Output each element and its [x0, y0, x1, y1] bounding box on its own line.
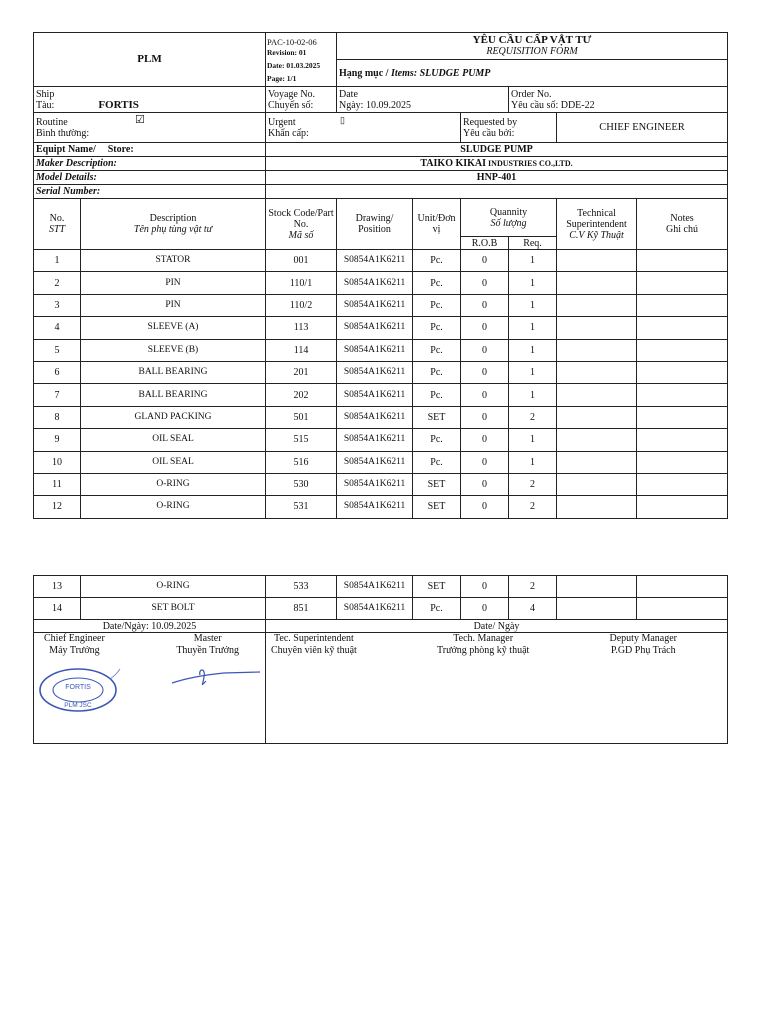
requisition-table-continued [33, 575, 728, 744]
serial-value [266, 185, 728, 199]
row-drawing: S0854A1K6211 [337, 473, 413, 495]
row-stock-code: 516 [266, 451, 337, 473]
row-req: 1 [509, 339, 557, 361]
requisition-table [33, 32, 728, 519]
row-drawing: S0854A1K6211 [337, 317, 413, 339]
equipt-value: SLUDGE PUMP [266, 143, 728, 157]
row-unit: Pc. [413, 361, 461, 383]
row-description: O-RING [81, 496, 266, 518]
row-technical [557, 406, 637, 428]
col-notes [637, 199, 728, 250]
deputy-manager-en: Deputy Manager [609, 633, 677, 644]
table-row [34, 451, 728, 473]
row-no: 2 [34, 272, 81, 294]
row-req: 2 [509, 473, 557, 495]
row-req: 2 [509, 576, 557, 598]
row-req: 1 [509, 429, 557, 451]
table-row [34, 473, 728, 495]
col-tech-1: Technical [577, 207, 616, 219]
table-row [34, 294, 728, 316]
maker-label: Maker Description: [34, 157, 266, 171]
row-rob: 0 [461, 429, 509, 451]
items-prefix: Hạng mục / [339, 67, 391, 79]
voyage-cell [266, 87, 337, 113]
row-description: O-RING [81, 576, 266, 598]
chief-engineer-block [44, 633, 105, 657]
row-notes [637, 473, 728, 495]
row-req: 2 [509, 496, 557, 518]
doc-code: PAC-10-02-06 [267, 36, 317, 47]
row-description: SET BOLT [81, 598, 266, 620]
col-desc-en: Description [149, 213, 197, 224]
row-rob: 0 [461, 473, 509, 495]
items-body [34, 250, 728, 519]
model-value: HNP-401 [266, 171, 728, 185]
row-no: 13 [34, 576, 81, 598]
model-label: Model Details: [34, 171, 266, 185]
col-unit-2: vị [432, 224, 441, 235]
ship-label-vn: Tàu: [36, 99, 55, 111]
row-req: 1 [509, 384, 557, 406]
col-unit [413, 199, 461, 250]
stamp-name: FORTIS [65, 684, 91, 691]
maker-value-cell [266, 157, 728, 171]
row-notes [637, 250, 728, 272]
col-no-en: No. [49, 213, 65, 224]
date-value: Ngày: 10.09.2025 [339, 99, 411, 111]
date-label: Date [339, 88, 358, 100]
voyage-label-vn: Chuyến số: [268, 99, 314, 111]
row-no: 8 [34, 406, 81, 428]
row-technical [557, 384, 637, 406]
urgent-cell [266, 113, 461, 143]
row-notes [637, 429, 728, 451]
row-rob: 0 [461, 272, 509, 294]
row-unit: SET [413, 473, 461, 495]
row-notes [637, 496, 728, 518]
row-unit: SET [413, 406, 461, 428]
row-no: 4 [34, 317, 81, 339]
row-rob: 0 [461, 317, 509, 339]
title-en: REQUISITION FORM [486, 46, 578, 57]
row-stock-code: 110/2 [266, 294, 337, 316]
row-description: BALL BEARING [81, 361, 266, 383]
row-description: O-RING [81, 473, 266, 495]
ship-label: Ship [36, 88, 55, 100]
row-req: 1 [509, 317, 557, 339]
row-notes [637, 294, 728, 316]
row-req: 2 [509, 406, 557, 428]
row-technical [557, 576, 637, 598]
row-technical [557, 339, 637, 361]
row-notes [637, 576, 728, 598]
row-no: 14 [34, 598, 81, 620]
equipt-label-cell: Equipt Name/ Store: [34, 143, 266, 157]
row-rob: 0 [461, 294, 509, 316]
row-no: 6 [34, 361, 81, 383]
row-unit: Pc. [413, 384, 461, 406]
table-row [34, 406, 728, 428]
page-number: Page: 1/1 [267, 73, 297, 83]
col-drawing [337, 199, 413, 250]
col-req: Req. [509, 237, 557, 250]
table-row [34, 317, 728, 339]
chief-engineer-vn: Máy Trưởng [49, 645, 100, 656]
table-row [34, 598, 728, 620]
table-row [34, 429, 728, 451]
row-drawing: S0854A1K6211 [337, 361, 413, 383]
col-stock-vn: Mã số [288, 229, 314, 241]
row-technical [557, 429, 637, 451]
row-stock-code: 533 [266, 576, 337, 598]
row-description: SLEEVE (B) [81, 339, 266, 361]
deputy-manager-block [610, 633, 677, 657]
row-stock-code: 201 [266, 361, 337, 383]
col-qty-en: Quannity [489, 206, 528, 218]
col-notes-vn: Ghi chú [666, 224, 698, 235]
col-description [81, 199, 266, 250]
items-body-continued [34, 576, 728, 620]
row-technical [557, 473, 637, 495]
urgent-checkbox[interactable]: ▯ [340, 115, 345, 125]
table-row [34, 496, 728, 518]
sign-date-left: Date/Ngày: 10.09.2025 [34, 620, 266, 633]
row-stock-code: 501 [266, 406, 337, 428]
row-unit: SET [413, 576, 461, 598]
title-vn: YÊU CẦU CẤP VẬT TƯ [472, 34, 592, 46]
row-unit: Pc. [413, 272, 461, 294]
sign-date-right: Date/ Ngày [266, 620, 728, 633]
row-stock-code: 531 [266, 496, 337, 518]
row-notes [637, 451, 728, 473]
col-unit-1: Unit/Đơn [417, 213, 456, 224]
row-description: PIN [81, 294, 266, 316]
row-description: BALL BEARING [81, 384, 266, 406]
row-no: 11 [34, 473, 81, 495]
row-req: 1 [509, 451, 557, 473]
doc-control-block [266, 33, 337, 87]
tech-manager-en: Tech. Manager [453, 633, 514, 644]
tec-superintendent-en: Tec. Superintendent [273, 633, 354, 644]
table-row [34, 250, 728, 272]
row-unit: Pc. [413, 429, 461, 451]
revision: Revision: 01 [267, 47, 307, 57]
row-notes [637, 361, 728, 383]
row-unit: Pc. [413, 317, 461, 339]
serial-label: Serial Number: [34, 185, 266, 199]
row-rob: 0 [461, 576, 509, 598]
company-stamp [38, 665, 124, 717]
doc-date: Date: 01.03.2025 [267, 60, 321, 70]
row-req: 4 [509, 598, 557, 620]
requested-label-vn: Yêu cầu bởi: [463, 127, 515, 139]
row-technical [557, 294, 637, 316]
row-stock-code: 202 [266, 384, 337, 406]
row-rob: 0 [461, 451, 509, 473]
col-technical [557, 199, 637, 250]
row-rob: 0 [461, 250, 509, 272]
row-stock-code: 001 [266, 250, 337, 272]
row-notes [637, 598, 728, 620]
row-no: 9 [34, 429, 81, 451]
row-notes [637, 317, 728, 339]
col-quantity [461, 199, 557, 237]
col-tech-vn: C.V Kỹ Thuật [569, 229, 624, 241]
urgent-label-vn: Khẩn cấp: [268, 127, 309, 139]
row-technical [557, 272, 637, 294]
voyage-label: Voyage No. [268, 88, 316, 100]
col-stock-en: Stock Code/Part No. [268, 207, 334, 230]
row-req: 1 [509, 272, 557, 294]
col-tech-2: Superintendent [566, 218, 627, 230]
row-unit: Pc. [413, 339, 461, 361]
ship-signatures [34, 633, 266, 744]
row-description: GLAND PACKING [81, 406, 266, 428]
row-technical [557, 451, 637, 473]
master-signature [164, 663, 264, 693]
stamp-sub: PLM JSC [64, 702, 92, 709]
ship-cell [34, 87, 266, 113]
row-description: SLEEVE (A) [81, 317, 266, 339]
table-row [34, 272, 728, 294]
row-rob: 0 [461, 496, 509, 518]
row-technical [557, 250, 637, 272]
row-notes [637, 272, 728, 294]
row-stock-code: 114 [266, 339, 337, 361]
row-no: 3 [34, 294, 81, 316]
order-cell [509, 87, 728, 113]
table-row [34, 361, 728, 383]
tec-superintendent-vn: Chuyên viên kỹ thuật [271, 645, 357, 656]
col-desc-vn: Tên phụ tùng vật tư [133, 224, 213, 235]
routine-label-vn: Bình thường: [36, 127, 90, 139]
maker-value-rest: INDUSTRIES CO.,LTD. [486, 159, 573, 168]
row-description: OIL SEAL [81, 451, 266, 473]
row-stock-code: 530 [266, 473, 337, 495]
row-description: OIL SEAL [81, 429, 266, 451]
equipt-label: Equipt Name/ [36, 144, 96, 155]
company-name: PLM [34, 33, 266, 87]
table-row [34, 384, 728, 406]
row-notes [637, 406, 728, 428]
col-rob: R.O.B [461, 237, 509, 250]
row-technical [557, 361, 637, 383]
order-value: Yêu cầu số: DDE-22 [511, 99, 595, 111]
master-en: Master [193, 633, 222, 644]
row-drawing: S0854A1K6211 [337, 294, 413, 316]
row-rob: 0 [461, 384, 509, 406]
row-no: 12 [34, 496, 81, 518]
row-drawing: S0854A1K6211 [337, 451, 413, 473]
routine-label: Routine [36, 116, 68, 128]
deputy-manager-vn: P.GD Phụ Trách [610, 645, 676, 656]
row-technical [557, 598, 637, 620]
date-cell [337, 87, 509, 113]
items-value: Items: SLUDGE PUMP [390, 67, 491, 79]
col-drawing-1: Drawing/ [355, 213, 394, 224]
urgent-label: Urgent [268, 116, 296, 128]
maker-value-main: TAIKO KIKAI [420, 158, 487, 169]
row-no: 10 [34, 451, 81, 473]
row-no: 7 [34, 384, 81, 406]
row-unit: Pc. [413, 598, 461, 620]
routine-checkbox[interactable]: ☑ [135, 114, 145, 126]
table-row [34, 576, 728, 598]
tech-manager-vn: Trưởng phòng kỹ thuật [437, 645, 530, 656]
row-description: PIN [81, 272, 266, 294]
row-rob: 0 [461, 406, 509, 428]
order-label: Order No. [511, 88, 552, 100]
row-unit: Pc. [413, 294, 461, 316]
items-cell [337, 60, 728, 87]
row-stock-code: 851 [266, 598, 337, 620]
row-notes [637, 384, 728, 406]
row-drawing: S0854A1K6211 [337, 339, 413, 361]
master-vn: Thuyền Trưởng [176, 645, 239, 656]
row-req: 1 [509, 361, 557, 383]
row-unit: Pc. [413, 250, 461, 272]
requested-value: CHIEF ENGINEER [557, 113, 728, 143]
row-drawing: S0854A1K6211 [337, 598, 413, 620]
row-req: 1 [509, 294, 557, 316]
tec-superintendent-block [271, 633, 357, 657]
row-drawing: S0854A1K6211 [337, 496, 413, 518]
master-block [176, 633, 239, 657]
col-qty-vn: Số lượng [490, 217, 527, 229]
row-rob: 0 [461, 598, 509, 620]
row-drawing: S0854A1K6211 [337, 384, 413, 406]
row-drawing: S0854A1K6211 [337, 272, 413, 294]
row-drawing: S0854A1K6211 [337, 406, 413, 428]
form-title [337, 33, 728, 60]
col-stock-code [266, 199, 337, 250]
row-stock-code: 110/1 [266, 272, 337, 294]
row-drawing: S0854A1K6211 [337, 250, 413, 272]
table-row [34, 339, 728, 361]
row-technical [557, 317, 637, 339]
row-req: 1 [509, 250, 557, 272]
row-technical [557, 496, 637, 518]
row-no: 5 [34, 339, 81, 361]
ship-name: FORTIS [98, 98, 139, 111]
row-no: 1 [34, 250, 81, 272]
routine-cell [34, 113, 266, 143]
row-stock-code: 515 [266, 429, 337, 451]
row-notes [637, 339, 728, 361]
row-description: STATOR [81, 250, 266, 272]
row-drawing: S0854A1K6211 [337, 429, 413, 451]
requested-label: Requested by [463, 116, 518, 128]
col-no-vn: STT [48, 224, 66, 235]
row-unit: SET [413, 496, 461, 518]
row-drawing: S0854A1K6211 [337, 576, 413, 598]
store-label: Store [107, 144, 131, 155]
col-no [34, 199, 81, 250]
office-signatures [266, 633, 728, 744]
chief-engineer-en: Chief Engineer [44, 633, 105, 644]
tech-manager-block [437, 633, 529, 657]
col-notes-en: Notes [670, 213, 694, 224]
row-rob: 0 [461, 361, 509, 383]
col-drawing-2: Position [358, 224, 391, 235]
requested-cell [461, 113, 557, 143]
row-stock-code: 113 [266, 317, 337, 339]
row-unit: Pc. [413, 451, 461, 473]
row-rob: 0 [461, 339, 509, 361]
